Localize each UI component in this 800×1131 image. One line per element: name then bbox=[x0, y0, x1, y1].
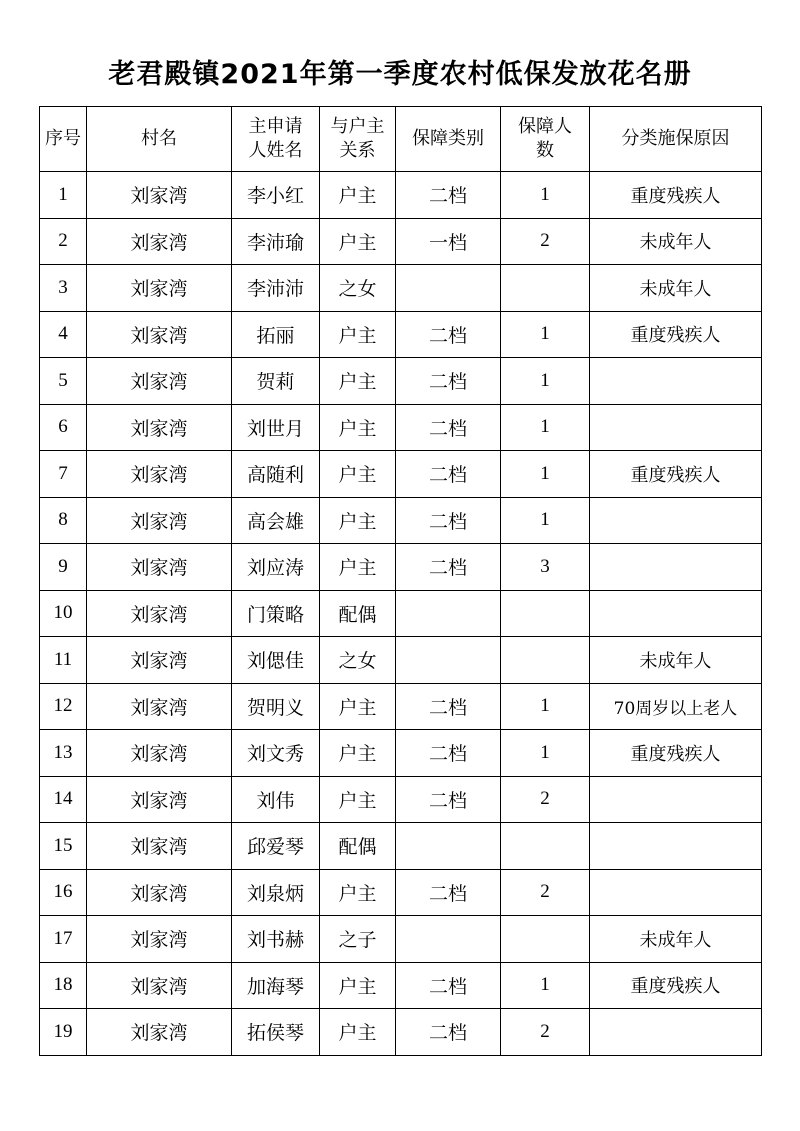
column-header-relation-line2: 关系 bbox=[339, 140, 376, 161]
cell-no: 6 bbox=[40, 404, 87, 451]
cell-count: 2 bbox=[501, 218, 590, 265]
cell-reason: 重度残疾人 bbox=[590, 172, 762, 219]
cell-applicant-name: 拓侯琴 bbox=[232, 1009, 320, 1056]
table-row bbox=[40, 497, 762, 544]
cell-count: 1 bbox=[501, 404, 590, 451]
cell-count: 2 bbox=[501, 776, 590, 823]
table-row bbox=[40, 683, 762, 730]
cell-no: 18 bbox=[40, 962, 87, 1009]
cell-count bbox=[501, 916, 590, 963]
table-row bbox=[40, 358, 762, 405]
cell-category bbox=[396, 637, 501, 684]
cell-applicant-name: 李小红 bbox=[232, 172, 320, 219]
cell-reason bbox=[590, 776, 762, 823]
cell-category: 二档 bbox=[396, 451, 501, 498]
cell-relation: 户主 bbox=[320, 358, 396, 405]
cell-relation: 户主 bbox=[320, 730, 396, 777]
cell-category: 二档 bbox=[396, 869, 501, 916]
cell-reason: 重度残疾人 bbox=[590, 311, 762, 358]
cell-count bbox=[501, 590, 590, 637]
cell-reason: 未成年人 bbox=[590, 218, 762, 265]
cell-category: 二档 bbox=[396, 172, 501, 219]
cell-village: 刘家湾 bbox=[87, 358, 232, 405]
cell-category: 二档 bbox=[396, 404, 501, 451]
cell-reason: 重度残疾人 bbox=[590, 451, 762, 498]
cell-reason: 未成年人 bbox=[590, 916, 762, 963]
column-header-count-line2: 数 bbox=[536, 140, 554, 161]
cell-applicant-name: 刘应涛 bbox=[232, 544, 320, 591]
cell-village: 刘家湾 bbox=[87, 637, 232, 684]
cell-category: 二档 bbox=[396, 683, 501, 730]
table-row bbox=[40, 637, 762, 684]
cell-applicant-name: 贺莉 bbox=[232, 358, 320, 405]
cell-relation: 户主 bbox=[320, 869, 396, 916]
cell-no: 17 bbox=[40, 916, 87, 963]
cell-no: 5 bbox=[40, 358, 87, 405]
cell-no: 19 bbox=[40, 1009, 87, 1056]
cell-no: 8 bbox=[40, 497, 87, 544]
table-row bbox=[40, 265, 762, 312]
cell-category bbox=[396, 265, 501, 312]
cell-no: 13 bbox=[40, 730, 87, 777]
cell-relation: 户主 bbox=[320, 497, 396, 544]
cell-count: 2 bbox=[501, 869, 590, 916]
cell-count: 1 bbox=[501, 683, 590, 730]
roster-table bbox=[39, 106, 762, 1056]
cell-reason bbox=[590, 1009, 762, 1056]
cell-reason: 未成年人 bbox=[590, 265, 762, 312]
column-header-no: 序号 bbox=[40, 107, 87, 172]
cell-village: 刘家湾 bbox=[87, 172, 232, 219]
cell-no: 4 bbox=[40, 311, 87, 358]
table-row bbox=[40, 451, 762, 498]
cell-applicant-name: 李沛瑜 bbox=[232, 218, 320, 265]
document-title: 老君殿镇2021年第一季度农村低保发放花名册 bbox=[108, 59, 692, 90]
cell-relation: 之女 bbox=[320, 265, 396, 312]
cell-count: 1 bbox=[501, 497, 590, 544]
cell-reason: 重度残疾人 bbox=[590, 962, 762, 1009]
cell-count: 1 bbox=[501, 172, 590, 219]
cell-no: 12 bbox=[40, 683, 87, 730]
cell-village: 刘家湾 bbox=[87, 404, 232, 451]
cell-reason bbox=[590, 358, 762, 405]
cell-count bbox=[501, 265, 590, 312]
cell-reason: 70周岁以上老人 bbox=[590, 683, 762, 730]
cell-relation: 配偶 bbox=[320, 823, 396, 870]
cell-applicant-name: 刘伟 bbox=[232, 776, 320, 823]
cell-village: 刘家湾 bbox=[87, 1009, 232, 1056]
cell-applicant-name: 刘世月 bbox=[232, 404, 320, 451]
cell-category bbox=[396, 823, 501, 870]
cell-applicant-name: 贺明义 bbox=[232, 683, 320, 730]
cell-count: 1 bbox=[501, 311, 590, 358]
cell-relation: 户主 bbox=[320, 962, 396, 1009]
cell-village: 刘家湾 bbox=[87, 544, 232, 591]
cell-no: 14 bbox=[40, 776, 87, 823]
cell-applicant-name: 高会雄 bbox=[232, 497, 320, 544]
cell-no: 16 bbox=[40, 869, 87, 916]
cell-reason bbox=[590, 590, 762, 637]
column-header-applicant-line1: 主申请 bbox=[248, 116, 303, 137]
cell-category: 二档 bbox=[396, 358, 501, 405]
cell-village: 刘家湾 bbox=[87, 730, 232, 777]
table-row bbox=[40, 776, 762, 823]
cell-count: 1 bbox=[501, 730, 590, 777]
cell-village: 刘家湾 bbox=[87, 683, 232, 730]
cell-category: 二档 bbox=[396, 730, 501, 777]
cell-village: 刘家湾 bbox=[87, 497, 232, 544]
cell-applicant-name: 刘泉炳 bbox=[232, 869, 320, 916]
cell-count: 1 bbox=[501, 962, 590, 1009]
cell-relation: 户主 bbox=[320, 544, 396, 591]
table-row bbox=[40, 172, 762, 219]
column-header-reason: 分类施保原因 bbox=[590, 107, 762, 172]
cell-relation: 户主 bbox=[320, 776, 396, 823]
column-header-relation-line1: 与户主 bbox=[330, 116, 385, 137]
cell-village: 刘家湾 bbox=[87, 265, 232, 312]
cell-count: 2 bbox=[501, 1009, 590, 1056]
cell-applicant-name: 加海琴 bbox=[232, 962, 320, 1009]
table-row bbox=[40, 962, 762, 1009]
cell-village: 刘家湾 bbox=[87, 218, 232, 265]
column-header-applicant bbox=[232, 107, 320, 172]
cell-relation: 配偶 bbox=[320, 590, 396, 637]
table-row bbox=[40, 218, 762, 265]
cell-reason bbox=[590, 404, 762, 451]
table-row bbox=[40, 1009, 762, 1056]
cell-applicant-name: 高随利 bbox=[232, 451, 320, 498]
cell-village: 刘家湾 bbox=[87, 823, 232, 870]
cell-category: 二档 bbox=[396, 497, 501, 544]
header-row bbox=[40, 107, 762, 172]
cell-category: 二档 bbox=[396, 962, 501, 1009]
cell-applicant-name: 刘书赫 bbox=[232, 916, 320, 963]
table-row bbox=[40, 590, 762, 637]
table-row bbox=[40, 869, 762, 916]
column-header-applicant-line2: 人姓名 bbox=[248, 140, 303, 161]
cell-reason: 未成年人 bbox=[590, 637, 762, 684]
cell-no: 9 bbox=[40, 544, 87, 591]
roster-body bbox=[40, 172, 762, 1056]
cell-village: 刘家湾 bbox=[87, 869, 232, 916]
cell-category: 二档 bbox=[396, 544, 501, 591]
cell-no: 7 bbox=[40, 451, 87, 498]
cell-category: 一档 bbox=[396, 218, 501, 265]
cell-reason: 重度残疾人 bbox=[590, 730, 762, 777]
cell-applicant-name: 邱爱琴 bbox=[232, 823, 320, 870]
table-row bbox=[40, 544, 762, 591]
cell-category: 二档 bbox=[396, 311, 501, 358]
cell-no: 10 bbox=[40, 590, 87, 637]
column-header-village: 村名 bbox=[87, 107, 232, 172]
cell-relation: 户主 bbox=[320, 451, 396, 498]
cell-count: 1 bbox=[501, 451, 590, 498]
cell-category bbox=[396, 590, 501, 637]
cell-applicant-name: 刘偲佳 bbox=[232, 637, 320, 684]
table-row bbox=[40, 404, 762, 451]
cell-reason bbox=[590, 497, 762, 544]
cell-village: 刘家湾 bbox=[87, 962, 232, 1009]
cell-relation: 户主 bbox=[320, 218, 396, 265]
cell-relation: 户主 bbox=[320, 404, 396, 451]
table-row bbox=[40, 823, 762, 870]
cell-village: 刘家湾 bbox=[87, 916, 232, 963]
cell-applicant-name: 拓丽 bbox=[232, 311, 320, 358]
table-row bbox=[40, 916, 762, 963]
cell-category: 二档 bbox=[396, 776, 501, 823]
cell-no: 3 bbox=[40, 265, 87, 312]
cell-category: 二档 bbox=[396, 1009, 501, 1056]
cell-no: 1 bbox=[40, 172, 87, 219]
cell-count: 1 bbox=[501, 358, 590, 405]
cell-reason bbox=[590, 869, 762, 916]
column-header-category: 保障类别 bbox=[396, 107, 501, 172]
table-row bbox=[40, 730, 762, 777]
table-row bbox=[40, 311, 762, 358]
cell-no: 15 bbox=[40, 823, 87, 870]
cell-village: 刘家湾 bbox=[87, 451, 232, 498]
cell-applicant-name: 李沛沛 bbox=[232, 265, 320, 312]
cell-category bbox=[396, 916, 501, 963]
cell-reason bbox=[590, 544, 762, 591]
cell-village: 刘家湾 bbox=[87, 776, 232, 823]
cell-no: 2 bbox=[40, 218, 87, 265]
cell-village: 刘家湾 bbox=[87, 311, 232, 358]
cell-relation: 之女 bbox=[320, 637, 396, 684]
cell-village: 刘家湾 bbox=[87, 590, 232, 637]
cell-reason bbox=[590, 823, 762, 870]
cell-count: 3 bbox=[501, 544, 590, 591]
cell-applicant-name: 刘文秀 bbox=[232, 730, 320, 777]
cell-relation: 户主 bbox=[320, 311, 396, 358]
column-header-count bbox=[501, 107, 590, 172]
column-header-count-line1: 保障人 bbox=[518, 116, 572, 137]
cell-applicant-name: 门策略 bbox=[232, 590, 320, 637]
cell-relation: 户主 bbox=[320, 683, 396, 730]
cell-count bbox=[501, 637, 590, 684]
cell-no: 11 bbox=[40, 637, 87, 684]
cell-relation: 之子 bbox=[320, 916, 396, 963]
column-header-relation bbox=[320, 107, 396, 172]
cell-relation: 户主 bbox=[320, 172, 396, 219]
cell-relation: 户主 bbox=[320, 1009, 396, 1056]
cell-count bbox=[501, 823, 590, 870]
